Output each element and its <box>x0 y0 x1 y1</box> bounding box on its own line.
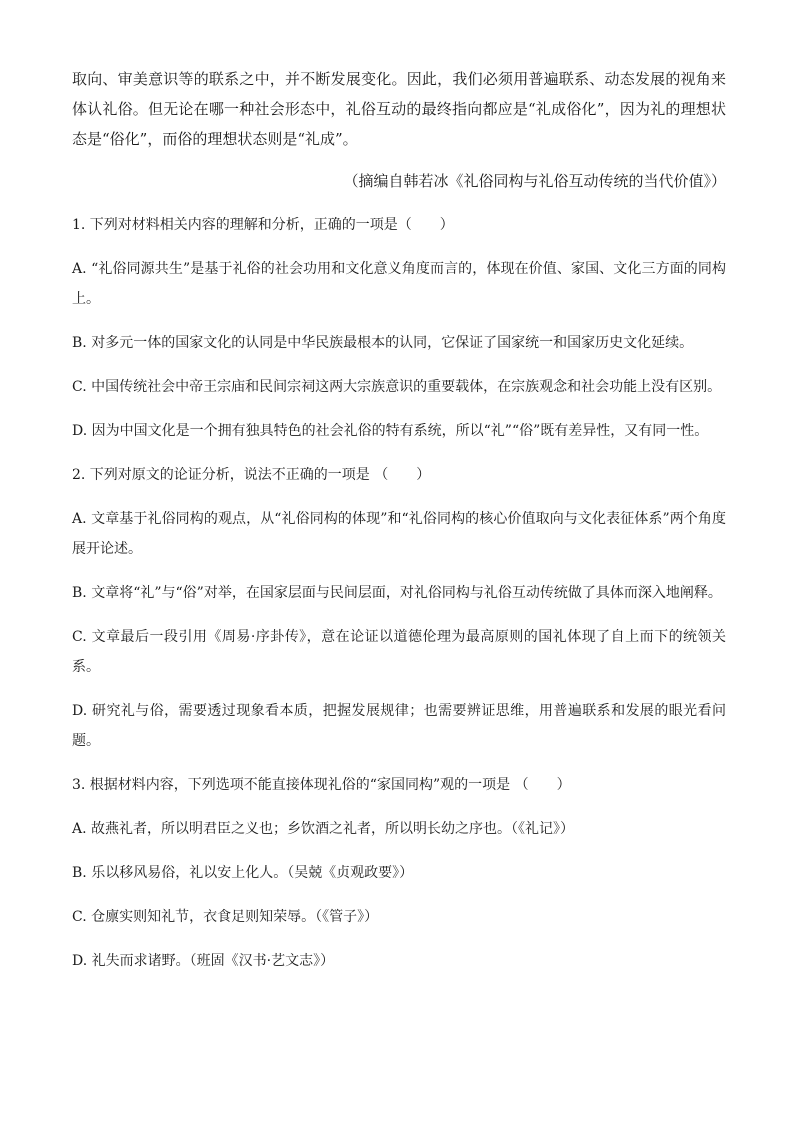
question-3 <box>72 770 726 976</box>
option-d: D. 因为中国文化是一个拥有独具特色的社会礼俗的特有系统，所以“礼”“俗”既有差异性，又有同一性。 <box>72 423 709 439</box>
passage-continuation: 取向、审美意识等的联系之中，并不断发展变化。因此，我们必须用普遍联系、动态发展的视角来体认礼俗。但无论在哪一种社会形态中，礼俗互动的最终指向都应是“礼成俗化”，因为礼的理想状态是“俗化”，而俗的理想状态则是“礼成”。 <box>72 70 726 148</box>
option-b: B. 乐以移风易俗，礼以安上化人。（吴兢《贞观政要》） <box>72 865 414 881</box>
option-c: C. 中国传统社会中帝王宗庙和民间宗祠这两大宗族意识的重要载体，在宗族观念和社会功能上没有区别。 <box>72 379 722 395</box>
option-a: A. 文章基于礼俗同构的观点，从“礼俗同构的体现”和“礼俗同构的核心价值取向与文化表征体系”两个角度展开论述。 <box>72 511 726 557</box>
option-b: B. 文章将“礼”与“俗”对举，在国家层面与民间层面，对礼俗同构与礼俗互动传统做了具体而深入地阐释。 <box>72 585 722 601</box>
option-c: C. 仓廪实则知礼节，衣食足则知荣辱。（《管子》） <box>72 909 379 925</box>
document-page <box>72 64 726 990</box>
question-stem: 1. 下列对材料相关内容的理解和分析，正确的一项是（ ） <box>72 217 454 233</box>
question-stem: 2. 下列对原文的论证分析，说法不正确的一项是 （ ） <box>72 467 431 483</box>
option-d: D. 研究礼与俗，需要透过现象看本质，把握发展规律；也需要辨证思维，用普遍联系和发展的眼光看问题。 <box>72 703 726 749</box>
option-c: C. 文章最后一段引用《周易·序卦传》，意在论证以道德伦理为最高原则的国礼体现了自上而下的统领关系。 <box>72 629 726 675</box>
option-d: D. 礼失而求诸野。（班固《汉书·艺文志》） <box>72 953 335 969</box>
question-stem: 3. 根据材料内容，下列选项不能直接体现礼俗的“家国同构”观的一项是 （ ） <box>72 777 571 793</box>
option-a: A. “礼俗同源共生”是基于礼俗的社会功用和文化意义角度而言的，体现在价值、家国、文化三方面的同构上。 <box>72 261 726 307</box>
passage-source: （摘编自韩若冰《礼俗同构与礼俗互动传统的当代价值》） <box>343 172 726 190</box>
option-b: B. 对多元一体的国家文化的认同是中华民族最根本的认同，它保证了国家统一和国家历史文化延续。 <box>72 335 694 351</box>
question-1 <box>72 210 726 446</box>
question-2 <box>72 460 726 756</box>
option-a: A. 故燕礼者，所以明君臣之义也；乡饮酒之礼者，所以明长幼之序也。（《礼记》） <box>72 821 575 837</box>
